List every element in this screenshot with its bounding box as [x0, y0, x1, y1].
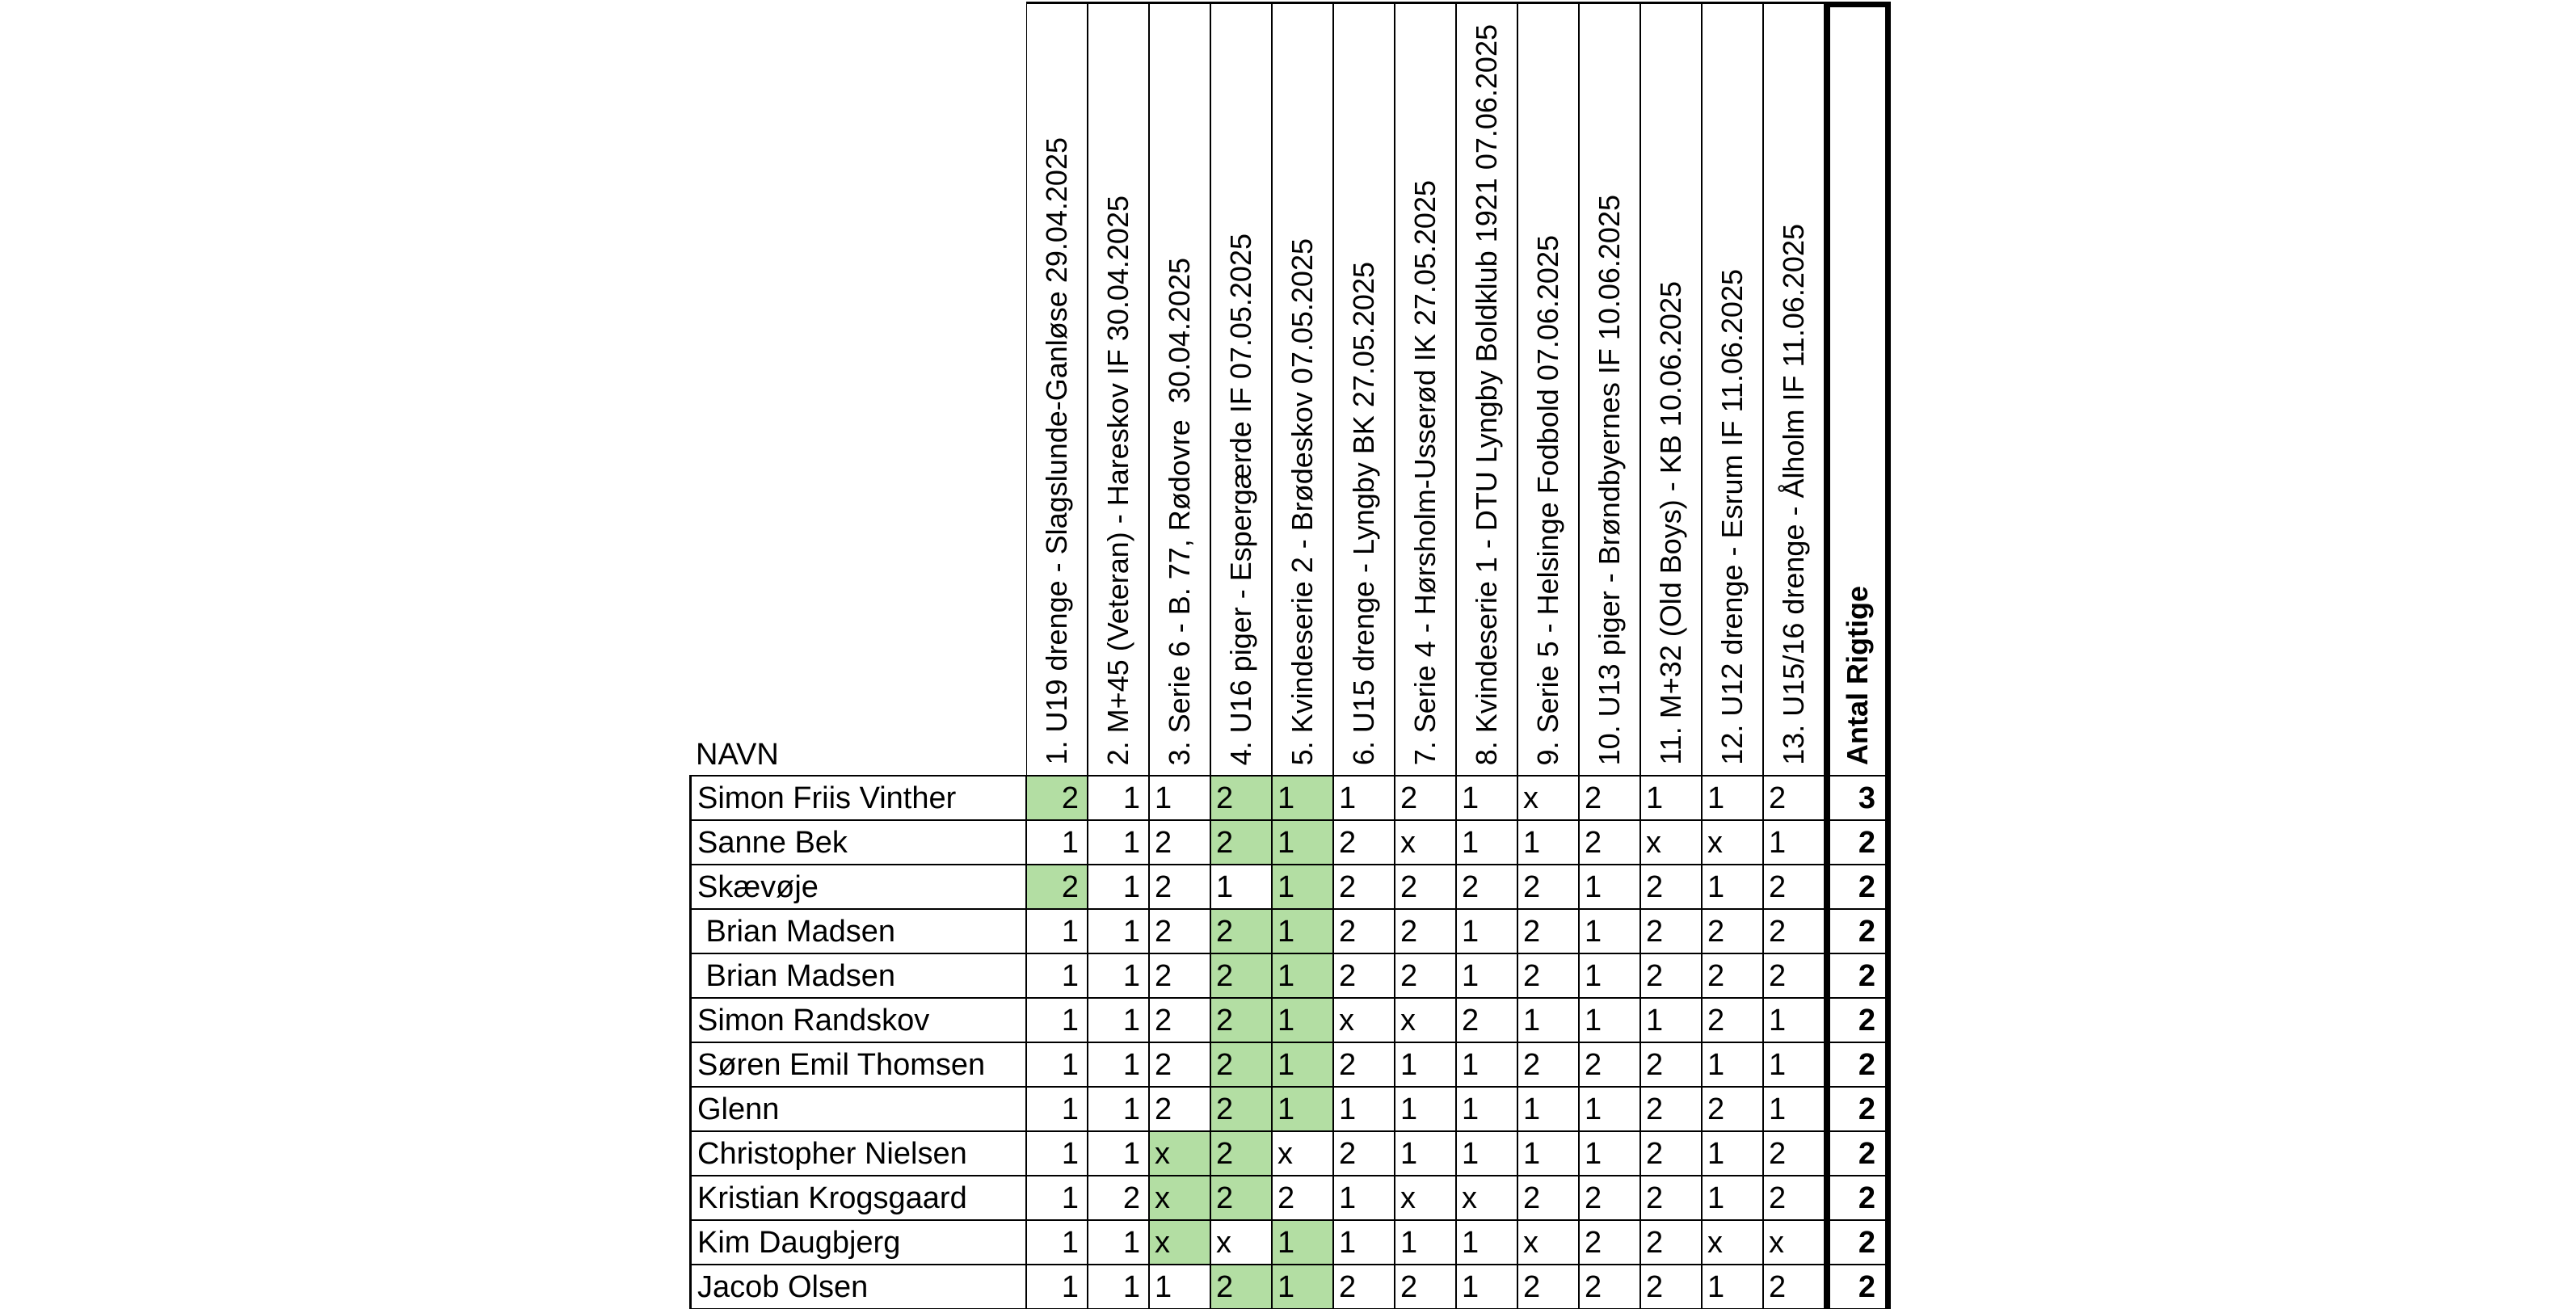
- prediction-cell[interactable]: 1: [1456, 1042, 1517, 1087]
- prediction-cell[interactable]: 2: [1640, 1265, 1702, 1309]
- prediction-cell[interactable]: 1: [1272, 998, 1333, 1042]
- prediction-cell[interactable]: 2: [1333, 953, 1395, 998]
- antal-rigtige-header-cell[interactable]: [1825, 2, 1891, 776]
- prediction-cell[interactable]: 1: [1579, 1087, 1640, 1131]
- prediction-cell[interactable]: 2: [1640, 953, 1702, 998]
- prediction-cell[interactable]: 1: [1333, 1220, 1395, 1265]
- prediction-cell[interactable]: x: [1517, 1220, 1579, 1265]
- prediction-cell[interactable]: 1: [1517, 998, 1579, 1042]
- prediction-cell[interactable]: 1: [1210, 865, 1272, 909]
- prediction-cell[interactable]: 1: [1272, 820, 1333, 865]
- prediction-table: [689, 2, 1891, 1309]
- prediction-cell[interactable]: x: [1272, 1131, 1333, 1176]
- prediction-cell[interactable]: 2: [1517, 909, 1579, 953]
- column-header-label: 10. U13 piger - Brøndbyernes IF 10.06.2025: [1593, 194, 1626, 765]
- prediction-cell[interactable]: 2: [1026, 776, 1088, 820]
- prediction-cell[interactable]: 1: [1272, 776, 1333, 820]
- prediction-cell[interactable]: 1: [1702, 1042, 1763, 1087]
- prediction-cell[interactable]: 1: [1395, 1220, 1456, 1265]
- column-header-10[interactable]: [1579, 2, 1640, 776]
- prediction-cell[interactable]: 1: [1333, 1176, 1395, 1220]
- prediction-cell[interactable]: 1: [1395, 1131, 1456, 1176]
- prediction-cell[interactable]: 1: [1272, 1220, 1333, 1265]
- prediction-cell[interactable]: 1: [1026, 953, 1088, 998]
- prediction-cell[interactable]: 2: [1640, 1220, 1702, 1265]
- prediction-cell[interactable]: 1: [1272, 953, 1333, 998]
- prediction-cell[interactable]: 2: [1517, 1176, 1579, 1220]
- prediction-cell[interactable]: 1: [1456, 820, 1517, 865]
- prediction-cell[interactable]: 1: [1579, 998, 1640, 1042]
- prediction-cell[interactable]: 1: [1517, 1087, 1579, 1131]
- name-cell[interactable]: Skævøje: [689, 865, 1026, 909]
- prediction-cell[interactable]: 2: [1333, 820, 1395, 865]
- prediction-cell[interactable]: 1: [1702, 1131, 1763, 1176]
- prediction-cell[interactable]: 1: [1395, 1042, 1456, 1087]
- prediction-cell[interactable]: x: [1149, 1131, 1210, 1176]
- prediction-cell[interactable]: 1: [1088, 1265, 1149, 1309]
- prediction-cell[interactable]: 2: [1640, 1131, 1702, 1176]
- column-header-6[interactable]: [1333, 2, 1395, 776]
- prediction-cell[interactable]: 1: [1640, 998, 1702, 1042]
- antal-rigtige-cell[interactable]: 2: [1825, 953, 1891, 998]
- prediction-cell[interactable]: 1: [1763, 1042, 1825, 1087]
- prediction-cell[interactable]: 1: [1088, 776, 1149, 820]
- column-header-label: 13. U15/16 drenge - Ålholm IF 11.06.2025: [1777, 224, 1810, 765]
- prediction-cell[interactable]: 1: [1456, 1087, 1517, 1131]
- prediction-cell[interactable]: 1: [1763, 998, 1825, 1042]
- prediction-cell[interactable]: 1: [1088, 865, 1149, 909]
- prediction-cell[interactable]: 2: [1517, 953, 1579, 998]
- antal-rigtige-cell[interactable]: 2: [1825, 1265, 1891, 1309]
- prediction-cell[interactable]: 1: [1763, 820, 1825, 865]
- column-header-label: 9. Serie 5 - Helsinge Fodbold 07.06.2025: [1531, 234, 1564, 765]
- prediction-cell[interactable]: 2: [1149, 909, 1210, 953]
- prediction-cell[interactable]: 1: [1579, 865, 1640, 909]
- prediction-cell[interactable]: 2: [1640, 1087, 1702, 1131]
- prediction-cell[interactable]: 2: [1333, 1131, 1395, 1176]
- prediction-cell[interactable]: 2: [1210, 953, 1272, 998]
- prediction-cell[interactable]: 2: [1579, 1176, 1640, 1220]
- prediction-cell[interactable]: 1: [1026, 1220, 1088, 1265]
- prediction-cell[interactable]: 1: [1149, 776, 1210, 820]
- prediction-cell[interactable]: 2: [1210, 909, 1272, 953]
- antal-rigtige-cell[interactable]: 2: [1825, 1087, 1891, 1131]
- column-header-4[interactable]: [1210, 2, 1272, 776]
- prediction-cell[interactable]: 2: [1763, 953, 1825, 998]
- prediction-cell[interactable]: x: [1149, 1176, 1210, 1220]
- prediction-cell[interactable]: x: [1517, 776, 1579, 820]
- prediction-cell[interactable]: 1: [1333, 1087, 1395, 1131]
- prediction-cell[interactable]: 2: [1149, 953, 1210, 998]
- prediction-cell[interactable]: 2: [1702, 909, 1763, 953]
- prediction-cell[interactable]: x: [1456, 1176, 1517, 1220]
- column-header-8[interactable]: [1456, 2, 1517, 776]
- prediction-cell[interactable]: 1: [1088, 909, 1149, 953]
- column-header-13[interactable]: [1763, 2, 1825, 776]
- name-cell[interactable]: Christopher Nielsen: [689, 1131, 1026, 1176]
- prediction-cell[interactable]: 2: [1763, 1131, 1825, 1176]
- prediction-cell[interactable]: 2: [1640, 865, 1702, 909]
- antal-rigtige-cell[interactable]: 2: [1825, 909, 1891, 953]
- column-header-label: 3. Serie 6 - B. 77, Rødovre 30.04.2025: [1163, 257, 1196, 765]
- navn-header-cell[interactable]: [689, 2, 1026, 776]
- column-header-label: 5. Kvindeserie 2 - Brødeskov 07.05.2025: [1286, 238, 1319, 765]
- prediction-cell[interactable]: 1: [1456, 776, 1517, 820]
- prediction-cell[interactable]: 1: [1088, 1131, 1149, 1176]
- prediction-cell[interactable]: 1: [1272, 865, 1333, 909]
- prediction-cell[interactable]: 1: [1702, 776, 1763, 820]
- antal-rigtige-header-label: Antal Rigtige: [1841, 586, 1874, 765]
- column-header-11[interactable]: [1640, 2, 1702, 776]
- prediction-cell[interactable]: 2: [1395, 776, 1456, 820]
- prediction-cell[interactable]: x: [1702, 1220, 1763, 1265]
- prediction-cell[interactable]: 1: [1088, 1087, 1149, 1131]
- prediction-cell[interactable]: 1: [1763, 1087, 1825, 1131]
- column-header-3[interactable]: [1149, 2, 1210, 776]
- column-header-label: 11. M+32 (Old Boys) - KB 10.06.2025: [1654, 281, 1687, 765]
- prediction-cell[interactable]: 1: [1026, 1176, 1088, 1220]
- prediction-cell[interactable]: 1: [1026, 820, 1088, 865]
- prediction-cell[interactable]: 2: [1333, 1265, 1395, 1309]
- prediction-cell[interactable]: 2: [1149, 998, 1210, 1042]
- prediction-cell[interactable]: 2: [1395, 953, 1456, 998]
- prediction-cell[interactable]: 2: [1210, 776, 1272, 820]
- prediction-cell[interactable]: 1: [1640, 776, 1702, 820]
- prediction-cell[interactable]: 2: [1763, 865, 1825, 909]
- prediction-cell[interactable]: 1: [1517, 820, 1579, 865]
- prediction-cell[interactable]: 2: [1272, 1176, 1333, 1220]
- name-cell[interactable]: Glenn: [689, 1087, 1026, 1131]
- prediction-cell[interactable]: 2: [1640, 909, 1702, 953]
- name-cell[interactable]: Simon Randskov: [689, 998, 1026, 1042]
- name-cell[interactable]: Kristian Krogsgaard: [689, 1176, 1026, 1220]
- prediction-cell[interactable]: 1: [1702, 1176, 1763, 1220]
- prediction-cell[interactable]: 1: [1272, 909, 1333, 953]
- column-header-12[interactable]: [1702, 2, 1763, 776]
- antal-rigtige-cell[interactable]: 2: [1825, 820, 1891, 865]
- prediction-cell[interactable]: 1: [1088, 1220, 1149, 1265]
- name-cell[interactable]: Sanne Bek: [689, 820, 1026, 865]
- column-header-label: 4. U16 piger - Espergærde IF 07.05.2025: [1224, 233, 1257, 765]
- prediction-cell[interactable]: x: [1395, 998, 1456, 1042]
- prediction-cell[interactable]: 2: [1640, 1176, 1702, 1220]
- column-header-label: 12. U12 drenge - Esrum IF 11.06.2025: [1715, 269, 1749, 765]
- antal-rigtige-cell[interactable]: 2: [1825, 1220, 1891, 1265]
- prediction-cell[interactable]: 2: [1702, 953, 1763, 998]
- prediction-cell[interactable]: 2: [1395, 1265, 1456, 1309]
- prediction-cell[interactable]: 2: [1763, 909, 1825, 953]
- prediction-cell[interactable]: 2: [1149, 865, 1210, 909]
- prediction-cell[interactable]: 2: [1640, 1042, 1702, 1087]
- column-header-label: 8. Kvindeserie 1 - DTU Lyngby Boldklub 1921 07.06.2025: [1470, 23, 1503, 765]
- prediction-cell[interactable]: 2: [1210, 998, 1272, 1042]
- prediction-cell[interactable]: x: [1763, 1220, 1825, 1265]
- prediction-cell[interactable]: 1: [1272, 1087, 1333, 1131]
- prediction-cell[interactable]: 1: [1456, 1265, 1517, 1309]
- prediction-cell[interactable]: 2: [1210, 1131, 1272, 1176]
- prediction-cell[interactable]: 2: [1763, 1176, 1825, 1220]
- prediction-cell[interactable]: 1: [1026, 1087, 1088, 1131]
- prediction-cell[interactable]: 1: [1088, 953, 1149, 998]
- prediction-cell[interactable]: 1: [1088, 998, 1149, 1042]
- antal-rigtige-cell[interactable]: 2: [1825, 998, 1891, 1042]
- column-header-7[interactable]: [1395, 2, 1456, 776]
- antal-rigtige-cell[interactable]: 2: [1825, 1131, 1891, 1176]
- prediction-cell[interactable]: x: [1210, 1220, 1272, 1265]
- prediction-cell[interactable]: 2: [1579, 1265, 1640, 1309]
- antal-rigtige-cell[interactable]: 3: [1825, 776, 1891, 820]
- prediction-cell[interactable]: 2: [1333, 1042, 1395, 1087]
- prediction-cell[interactable]: 2: [1763, 776, 1825, 820]
- prediction-cell[interactable]: 2: [1333, 865, 1395, 909]
- prediction-cell[interactable]: 1: [1579, 1131, 1640, 1176]
- prediction-cell[interactable]: 2: [1763, 1265, 1825, 1309]
- name-cell[interactable]: Brian Madsen: [689, 909, 1026, 953]
- prediction-cell[interactable]: 1: [1088, 820, 1149, 865]
- prediction-cell[interactable]: 2: [1149, 1087, 1210, 1131]
- prediction-cell[interactable]: 1: [1579, 953, 1640, 998]
- navn-header-label: NAVN: [696, 738, 779, 772]
- prediction-cell[interactable]: 2: [1333, 909, 1395, 953]
- column-header-label: 2. M+45 (Veteran) - Hareskov IF 30.04.2025: [1101, 195, 1134, 765]
- prediction-cell[interactable]: 2: [1210, 1176, 1272, 1220]
- prediction-cell[interactable]: 2: [1210, 1265, 1272, 1309]
- prediction-cell[interactable]: 2: [1702, 998, 1763, 1042]
- prediction-cell[interactable]: 1: [1333, 776, 1395, 820]
- prediction-cell[interactable]: 2: [1456, 865, 1517, 909]
- column-header-label: 6. U15 drenge - Lyngby BK 27.05.2025: [1347, 261, 1380, 765]
- prediction-cell[interactable]: 2: [1149, 820, 1210, 865]
- prediction-cell[interactable]: 2: [1517, 1265, 1579, 1309]
- prediction-cell[interactable]: 2: [1149, 1042, 1210, 1087]
- prediction-cell[interactable]: 2: [1210, 820, 1272, 865]
- antal-rigtige-cell[interactable]: 2: [1825, 1042, 1891, 1087]
- prediction-cell[interactable]: 1: [1456, 1220, 1517, 1265]
- column-header-9[interactable]: [1517, 2, 1579, 776]
- prediction-cell[interactable]: 2: [1517, 1042, 1579, 1087]
- column-header-label: 1. U19 drenge - Slagslunde-Ganløse 29.04.2025: [1040, 137, 1073, 765]
- prediction-cell[interactable]: 1: [1702, 1265, 1763, 1309]
- prediction-cell[interactable]: 1: [1702, 865, 1763, 909]
- prediction-cell[interactable]: x: [1149, 1220, 1210, 1265]
- prediction-cell[interactable]: 2: [1210, 1042, 1272, 1087]
- prediction-cell[interactable]: 2: [1702, 1087, 1763, 1131]
- prediction-cell[interactable]: 1: [1395, 1087, 1456, 1131]
- prediction-cell[interactable]: 1: [1026, 909, 1088, 953]
- prediction-cell[interactable]: 1: [1026, 1131, 1088, 1176]
- prediction-cell[interactable]: 1: [1149, 1265, 1210, 1309]
- prediction-cell[interactable]: x: [1640, 820, 1702, 865]
- prediction-cell[interactable]: 1: [1026, 998, 1088, 1042]
- prediction-cell[interactable]: 2: [1395, 909, 1456, 953]
- prediction-cell[interactable]: 2: [1395, 865, 1456, 909]
- prediction-cell[interactable]: 2: [1210, 1087, 1272, 1131]
- name-cell[interactable]: Brian Madsen: [689, 953, 1026, 998]
- column-header-2[interactable]: [1088, 2, 1149, 776]
- prediction-cell[interactable]: x: [1395, 1176, 1456, 1220]
- column-header-1[interactable]: [1026, 2, 1088, 776]
- prediction-cell[interactable]: x: [1702, 820, 1763, 865]
- column-header-5[interactable]: [1272, 2, 1333, 776]
- prediction-cell[interactable]: 1: [1579, 909, 1640, 953]
- prediction-cell[interactable]: 2: [1579, 1220, 1640, 1265]
- prediction-cell[interactable]: 1: [1517, 1131, 1579, 1176]
- prediction-cell[interactable]: x: [1395, 820, 1456, 865]
- prediction-cell[interactable]: 1: [1456, 1131, 1517, 1176]
- prediction-cell[interactable]: 1: [1456, 953, 1517, 998]
- prediction-cell[interactable]: 1: [1272, 1042, 1333, 1087]
- prediction-cell[interactable]: 2: [1088, 1176, 1149, 1220]
- prediction-cell[interactable]: 2: [1456, 998, 1517, 1042]
- prediction-cell[interactable]: 1: [1272, 1265, 1333, 1309]
- antal-rigtige-cell[interactable]: 2: [1825, 865, 1891, 909]
- prediction-cell[interactable]: 1: [1088, 1042, 1149, 1087]
- prediction-cell[interactable]: 2: [1579, 1042, 1640, 1087]
- name-cell[interactable]: Søren Emil Thomsen: [689, 1042, 1026, 1087]
- prediction-cell[interactable]: 2: [1579, 776, 1640, 820]
- prediction-cell[interactable]: 2: [1517, 865, 1579, 909]
- prediction-cell[interactable]: 1: [1456, 909, 1517, 953]
- prediction-cell[interactable]: 1: [1026, 1265, 1088, 1309]
- name-cell[interactable]: Jacob Olsen: [689, 1265, 1026, 1309]
- antal-rigtige-cell[interactable]: 2: [1825, 1176, 1891, 1220]
- column-header-label: 7. Serie 4 - Hørsholm-Usserød IK 27.05.2025: [1408, 179, 1442, 765]
- prediction-cell[interactable]: 1: [1026, 1042, 1088, 1087]
- prediction-cell[interactable]: x: [1333, 998, 1395, 1042]
- name-cell[interactable]: Kim Daugbjerg: [689, 1220, 1026, 1265]
- prediction-cell[interactable]: 2: [1579, 820, 1640, 865]
- prediction-cell[interactable]: 2: [1026, 865, 1088, 909]
- name-cell[interactable]: Simon Friis Vinther: [689, 776, 1026, 820]
